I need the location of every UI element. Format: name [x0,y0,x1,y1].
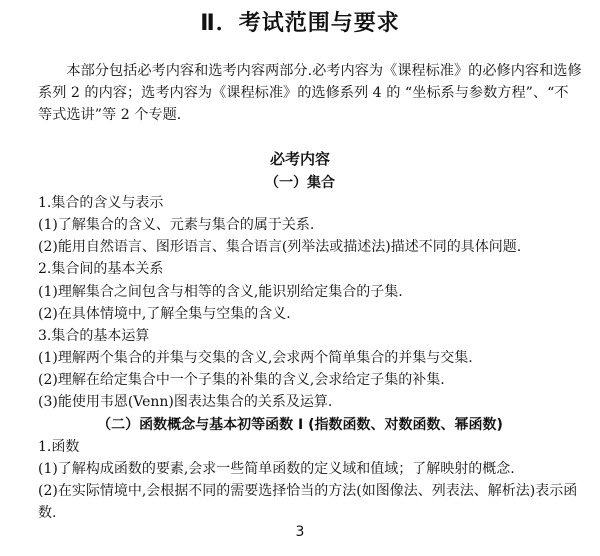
intro-paragraph: 本部分包括必考内容和选考内容两部分.必考内容为《课程标准》的必修内容和选修系列 2 的内容；选考内容为《课程标准》的选修系列 4 的 “坐标系与参数方程”、“不等式选讲”等 2 个专题. [38,63,582,123]
list-item: (3)能使用韦恩(Venn)图表达集合的关系及运算. [38,394,333,410]
list-item: 1.函数 [38,439,80,455]
list-item: 2.集合间的基本关系 [38,261,164,277]
list-item: (2)能用自然语言、图形语言、集合语言(列举法或描述法)描述不同的具体问题. [38,239,522,255]
list-item: (2)理解在给定集合中一个子集的补集的含义,会求给定子集的补集. [38,372,445,388]
list-item: (2)在具体情境中,了解全集与空集的含义. [38,306,291,322]
section-main-heading: 必考内容 [269,150,330,168]
list-item: (1)理解集合之间包含与相等的含义,能识别给定集合的子集. [38,284,403,300]
section2-heading: （二）函数概念与基本初等函数 I (指数函数、对数函数、幂函数) [97,417,503,433]
section1-heading: （一）集合 [265,175,335,191]
list-item: (1)理解两个集合的并集与交集的含义,会求两个简单集合的并集与交集. [38,350,473,366]
list-item: 1.集合的含义与表示 [38,195,164,211]
page-number: 3 [295,524,305,540]
list-item: (2)在实际情境中,会根据不同的需要选择恰当的方法(如图像法、列表法、解析法)表示函数. [38,483,578,521]
list-item: (1)了解构成函数的要素,会求一些简单函数的定义域和值域；了解映射的概念. [38,461,515,477]
list-item: (1)了解集合的含义、元素与集合的属于关系. [38,217,315,233]
page-title: Ⅱ．考试范围与要求 [200,11,400,36]
list-item: 3.集合的基本运算 [38,328,150,344]
